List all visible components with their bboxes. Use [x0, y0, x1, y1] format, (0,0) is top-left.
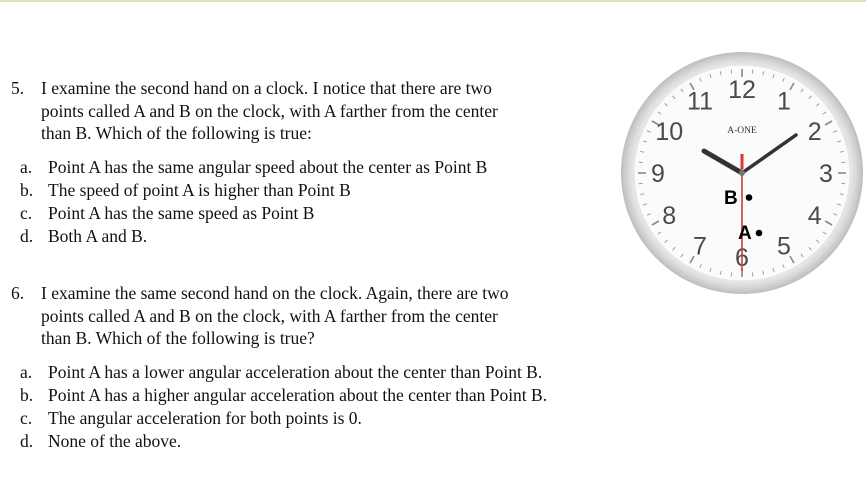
- option-text: Point A has the same speed as Point B: [48, 202, 315, 223]
- clock-numeral: 10: [655, 118, 684, 146]
- option-letter: d.: [20, 430, 34, 451]
- clock-image: [620, 51, 864, 295]
- clock-brand: A-ONE: [727, 126, 757, 136]
- option-text: Point A has the same angular speed about the center as Point B: [48, 156, 488, 177]
- point-a-dot: [756, 230, 763, 237]
- option-letter: d.: [20, 225, 34, 246]
- option-letter: c.: [20, 407, 33, 428]
- option-text: Point A has a higher angular acceleration about the center than Point B.: [48, 384, 548, 405]
- clock-numeral: 4: [807, 202, 822, 230]
- answer-option-d[interactable]: [11, 430, 547, 453]
- clock-numeral: 1: [777, 87, 791, 116]
- point-b-label: B: [724, 188, 738, 209]
- answer-option-b[interactable]: [11, 384, 547, 407]
- answer-options: [11, 361, 547, 453]
- option-text: Both A and B.: [48, 225, 148, 246]
- answer-option-d[interactable]: [11, 225, 498, 248]
- clock-numeral: 12: [728, 76, 756, 104]
- question-6: [11, 282, 547, 453]
- answer-option-a[interactable]: [11, 361, 547, 384]
- answer-option-c[interactable]: [11, 407, 547, 430]
- option-letter: a.: [20, 156, 33, 177]
- clock-numeral: 3: [819, 160, 833, 188]
- clock-numeral: 11: [687, 87, 713, 116]
- option-letter: b.: [20, 179, 34, 200]
- question-text: I examine the same second hand on the clock. Again, there are two points called A and B on the clock, with A farther from the center than B. Which of the following is true?: [41, 283, 509, 348]
- clock-numeral: 5: [777, 232, 791, 261]
- clock-pin: [739, 170, 745, 176]
- clock-numeral: 6: [735, 244, 749, 272]
- top-divider: [0, 0, 866, 2]
- clock-numeral: 7: [693, 232, 707, 261]
- option-letter: b.: [20, 384, 34, 405]
- question-text: I examine the second hand on a clock. I notice that there are two points called A and B on the clock, with A farther from the center than B. Which of the following is true:: [41, 78, 498, 143]
- point-b-dot: [746, 194, 753, 201]
- clock-numeral: 9: [651, 160, 665, 188]
- option-text: Point A has a lower angular acceleration about the center than Point B.: [48, 361, 543, 382]
- question-number: 6.: [11, 283, 25, 303]
- answer-options: [11, 156, 498, 248]
- option-letter: c.: [20, 202, 33, 223]
- answer-option-c[interactable]: [11, 202, 498, 225]
- answer-option-a[interactable]: [11, 156, 498, 179]
- option-text: None of the above.: [48, 430, 182, 451]
- clock-svg: [620, 51, 864, 295]
- option-text: The angular acceleration for both points is 0.: [48, 407, 362, 428]
- option-text: The speed of point A is higher than Point B: [48, 179, 351, 200]
- clock-numeral: 2: [807, 118, 822, 146]
- point-a-label: A: [738, 223, 752, 244]
- question-number: 5.: [11, 78, 25, 98]
- answer-option-b[interactable]: [11, 179, 498, 202]
- question-5: [11, 77, 498, 248]
- clock-numeral: 8: [662, 202, 677, 230]
- option-letter: a.: [20, 361, 33, 382]
